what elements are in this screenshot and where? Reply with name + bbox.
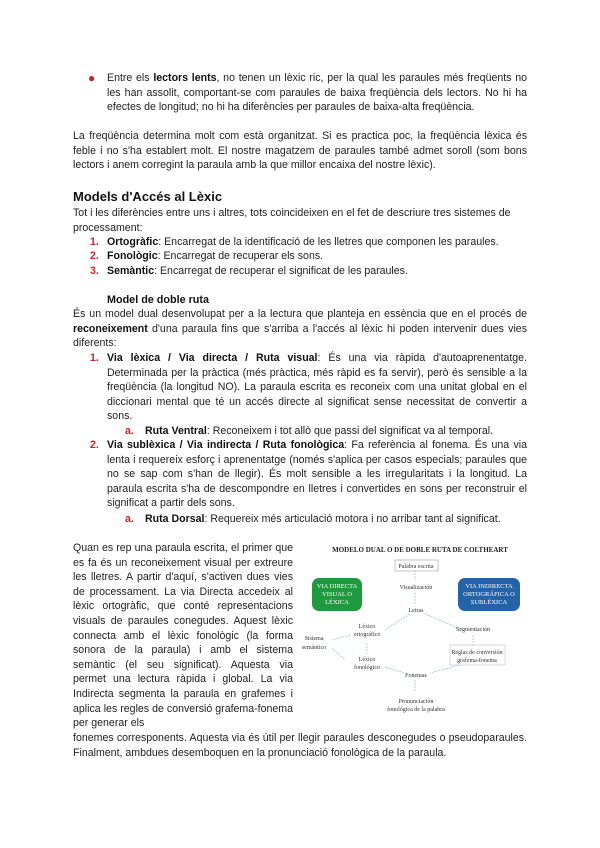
label: VIA DIRECTA <box>316 583 358 590</box>
closing-paragraph-tail: fonemes corresponents. Aquesta via és útil per llegir paraules desconegudes o pseudoparaules. Finalment, ambdues desemboquen en la pronunciació fonològica de la paraula. <box>73 732 527 759</box>
bullet-icon: ● <box>88 71 96 85</box>
node-lexico-ortografico: Léxico <box>358 624 376 630</box>
term: Fonològic <box>107 250 158 262</box>
closing-paragraph: Quan es rep una paraula escrita, el primer que es fa és un reconeixement visual per extreure les lletres. A partir d'aquí, s'activen dues vies de processament. La via Directa accedeix al lèxic ortogràfic, que conté representacions visuals de paraules conegudes. Aquest lèxic connecta amb el lèxic fonològic (la forma sonora de la paraula) i amb el sistema semàntic (el seu significat). Aquesta via permet una lectura ràpida i global. La via Indirecta segmenta la paraula en grafemes i aplica les regles de conversió grafema-fonema per generar els <box>73 542 293 730</box>
text: És un model dual desenvolupat per a la lectura que planteja en essència que en el procés de <box>73 308 527 320</box>
sublist-item <box>145 512 535 527</box>
list-number: 3. <box>90 265 99 277</box>
desc: : Requereix més articulació motora i no arribar tant al significat. <box>204 513 501 525</box>
list-number: 2. <box>90 439 99 451</box>
list-item <box>107 438 527 511</box>
term: Semàntic <box>107 265 155 277</box>
label: ortográfico <box>353 632 381 638</box>
term: Ortogràfic <box>107 236 159 248</box>
term: Ruta Ventral <box>145 425 207 437</box>
node-reglas: Reglas de conversión <box>451 650 503 656</box>
label: ORTOGRÁFICA O <box>463 591 515 598</box>
text: d'una paraula fins que s'arriba a l'accés al lèxic hi poden intervenir dues vies diferents: <box>73 322 527 350</box>
label: LÉXICA <box>325 599 349 606</box>
dual-intro-paragraph <box>73 307 527 351</box>
term: Via sublèxica / Via indirecta / Ruta fonològica <box>107 439 345 451</box>
bullet-item <box>107 71 527 115</box>
list-item <box>107 264 537 279</box>
desc: : Encarregat de la identificació de les lletres que componen les paraules. <box>158 236 499 248</box>
paragraph-frequency: La freqüència determina molt com està organitzat. Si es practica poc, la freqüència lèxica és feble i no s'ha establert molt. El nostre magatzem de paraules també admet soroll (som bons lectors i anem corregint la paraula amb la que millor encaixa del nostre lèxic). <box>73 130 527 172</box>
sublist-letter: a. <box>125 513 134 525</box>
text: Entre els <box>107 72 154 84</box>
desc: : Fa referència al fonema. És una via lenta i requereix esforç i aprenentatge (només s'aplica per casos especials; paraules que no se sap com s'han de llegir). És molt sensible a les irregularitats i la longitud. La paraula escrita s'ha de descompondre en lletres i convertides en sons per reconstruir el significat a partir dels sons. <box>107 439 527 510</box>
desc: : És una via ràpida d'autoaprenentatge. Determinada per la pràctica (més pràctica, més ràpid es fa servir), però és sensible a la freqüència (la longitud NO). La paraula escrita es reconeix com una unitat global en el diccionari mental que té un accés directe al significat sense necessitat de convertir a sons. <box>107 352 527 423</box>
bold-term: reconeixement <box>73 322 148 335</box>
bold-term: lectors lents <box>153 72 217 84</box>
label: VIA INDIRECTA <box>465 583 513 590</box>
subheading: Model de doble ruta <box>107 294 209 306</box>
label: fonológica de la palabra <box>387 707 445 713</box>
sublist-item <box>145 424 535 439</box>
label: VISUAL O <box>322 591 352 598</box>
node-segmentacion: Segmentación <box>456 627 490 633</box>
list-number: 2. <box>90 250 99 262</box>
node-lexico-fonologico: Léxico <box>358 657 376 663</box>
term: Ruta Dorsal <box>145 513 205 525</box>
desc: : Encarregat de recuperar el significat de les paraules. <box>154 265 408 277</box>
label: SUBLÉXICA <box>470 599 508 606</box>
node-palabra: Palabra escrita <box>398 564 434 570</box>
list-item <box>107 351 527 424</box>
desc: : Reconeixem i tot allò que passi del significat va al temporal. <box>206 425 494 437</box>
dual-route-diagram <box>300 540 540 720</box>
list-number: 1. <box>90 236 99 248</box>
node-pronunciacion: Pronunciación <box>398 699 434 705</box>
list-number: 1. <box>90 352 99 364</box>
label: fonológico <box>354 665 380 671</box>
node-visualizacion: Visualización <box>399 585 433 591</box>
node-letras: Letras <box>408 608 424 614</box>
node-sistema-semantico: Sistema <box>304 636 324 642</box>
intro-paragraph: Tot i les diferències entre uns i altres, tots coincideixen en el fet de descriure tres sistemes de processament: <box>73 207 511 234</box>
node-fonemas: Fonemas <box>405 673 427 679</box>
diagram-title: MODELO DUAL O DE DOBLE RUTA DE COLTHEART <box>332 546 508 554</box>
list-item <box>107 235 537 250</box>
section-heading: Models d'Accés al Lèxic <box>73 189 223 204</box>
label: grafema-fonema <box>457 658 497 664</box>
list-item <box>107 249 537 264</box>
label: semántico <box>301 645 327 651</box>
desc: : Encarregat de recuperar els sons. <box>157 250 324 262</box>
text: , no tenen un lèxic ric, per la qual les paraules més freqüents no les han assolit, comportant-se com paraules de baixa freqüència dels lectors. No hi ha efectes de longitud; no hi ha diferències per paraules de baixa-alta freqüència. <box>107 72 527 114</box>
sublist-letter: a. <box>125 425 134 437</box>
term: Via lèxica / Via directa / Ruta visual <box>107 352 318 364</box>
